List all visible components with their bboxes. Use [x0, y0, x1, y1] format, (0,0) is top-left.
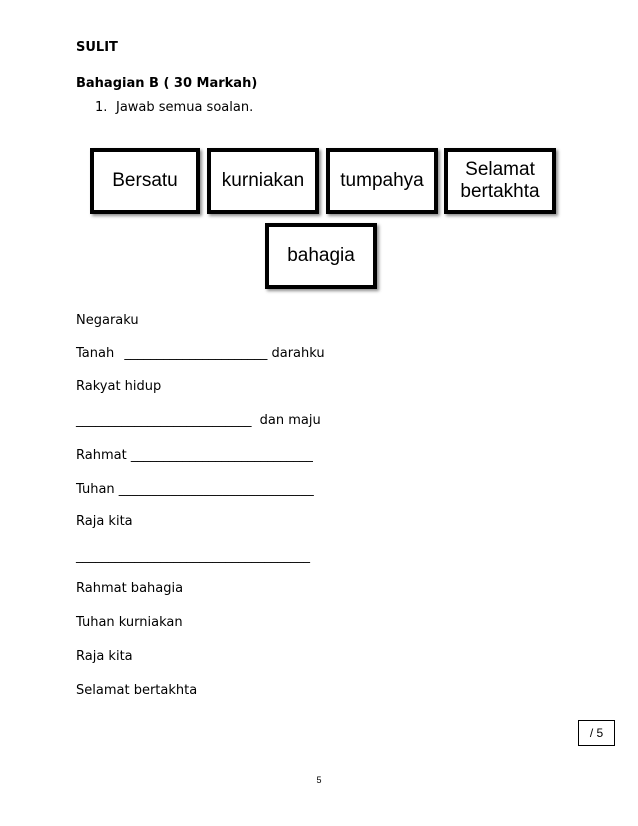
- word-box-label: kurniakan: [221, 170, 305, 191]
- word-box-label: tumpahya: [340, 170, 424, 191]
- word-box-label: Selamat bertakhta: [460, 159, 540, 202]
- lyric-line-5: [76, 448, 313, 464]
- lyric-line-1: Negaraku: [76, 313, 139, 328]
- answer-blank[interactable]: ______________________: [124, 346, 268, 361]
- word-box-selamat-bertakhta: [444, 148, 556, 214]
- answer-blank[interactable]: ___________________________: [76, 413, 252, 428]
- lyric-line-2: [76, 346, 325, 362]
- word-box-bahagia: [265, 223, 377, 289]
- score-label: / 5: [589, 726, 604, 740]
- lyric-text: darahku: [271, 346, 325, 361]
- answer-blank[interactable]: ____________________________________: [76, 549, 310, 564]
- lyric-line-7: Raja kita: [76, 514, 133, 529]
- lyric-line-10: Tuhan kurniakan: [76, 615, 183, 630]
- lyric-line-12: Selamat bertakhta: [76, 683, 198, 698]
- score-box: [578, 720, 615, 746]
- lyric-text: Tuhan: [76, 482, 115, 497]
- lyric-line-3: Rakyat hidup: [76, 379, 162, 394]
- lyric-text: dan maju: [259, 413, 321, 428]
- word-box-bersatu: [90, 148, 200, 214]
- lyric-text: Tanah: [76, 346, 115, 361]
- lyric-line-11: Raja kita: [76, 649, 133, 664]
- lyric-line-6: [76, 482, 314, 498]
- section-title: Bahagian B ( 30 Markah): [76, 76, 258, 91]
- word-box-kurniakan: [207, 148, 319, 214]
- instruction-number: 1.: [95, 100, 108, 115]
- lyric-line-8: [76, 549, 310, 565]
- word-box-label: Bersatu: [112, 170, 178, 191]
- page-number: 5: [316, 775, 322, 785]
- answer-blank[interactable]: ____________________________: [130, 448, 313, 463]
- lyric-line-4: [76, 413, 321, 429]
- lyric-text: Rahmat: [76, 448, 127, 463]
- word-box-tumpahya: [326, 148, 438, 214]
- instruction-text: Jawab semua soalan.: [116, 100, 254, 115]
- word-box-label: bahagia: [287, 245, 355, 266]
- classification-label: SULIT: [76, 40, 118, 55]
- lyric-line-9: Rahmat bahagia: [76, 581, 184, 596]
- answer-blank[interactable]: ______________________________: [118, 482, 314, 497]
